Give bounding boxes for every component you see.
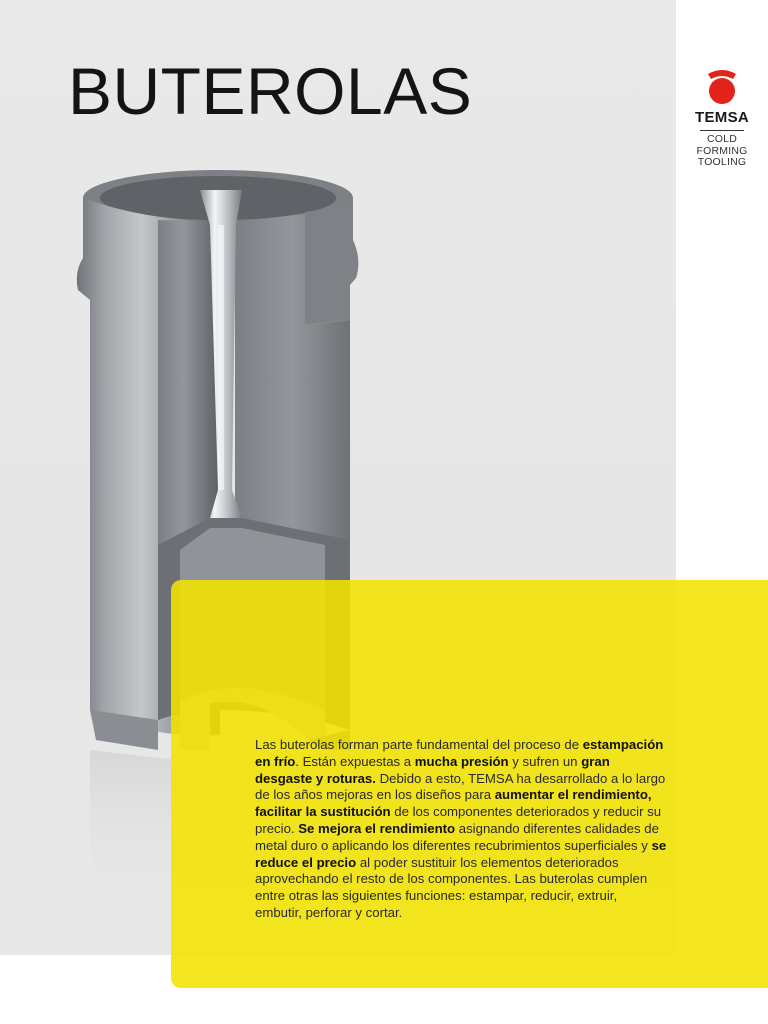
- logo-name: TEMSA: [695, 109, 749, 126]
- logo-tagline-line: COLD: [707, 133, 737, 145]
- bold-run: se reduce el precio: [255, 837, 667, 870]
- temsa-logo-icon: [704, 68, 740, 106]
- text-run: de los componentes deteriorados y reducir su precio.: [255, 804, 662, 836]
- text-run: y sufren un: [508, 753, 582, 769]
- page-title: BUTEROLAS: [68, 54, 473, 128]
- bold-run: estampación en frío: [255, 737, 664, 769]
- description-text: [255, 737, 667, 922]
- logo-tagline-line: FORMING: [696, 144, 748, 157]
- bold-run: Se mejora el rendimiento: [298, 820, 456, 836]
- bold-run: mucha presión: [414, 753, 509, 769]
- text-run: Debido a esto, TEMSA ha desarrollado a lo largo de los años mejoras en los diseños para: [255, 770, 666, 803]
- bold-run: gran desgaste y roturas.: [255, 753, 610, 786]
- bold-run: aumentar el rendimiento, facilitar la sustitución: [255, 787, 652, 820]
- logo-tagline-line: TOOLING: [697, 156, 747, 168]
- temsa-logo: [688, 68, 756, 169]
- text-run: al poder sustituir los elementos deteriorados aprovechando el resto de los componentes. Las buterolas cumplen entre otras las siguientes funciones: estampar, reducir, extruir, embutir, perforar y cortar.: [255, 854, 648, 920]
- logo-tagline: [688, 134, 756, 169]
- logo-divider: [700, 130, 744, 131]
- text-run: Las buterolas forman parte fundamental del proceso de: [255, 737, 583, 752]
- text-run: asignando diferentes calidades de metal duro o aplicando los diferentes recubrimientos superficiales y: [255, 820, 659, 853]
- text-run: . Están expuestas a: [295, 753, 415, 769]
